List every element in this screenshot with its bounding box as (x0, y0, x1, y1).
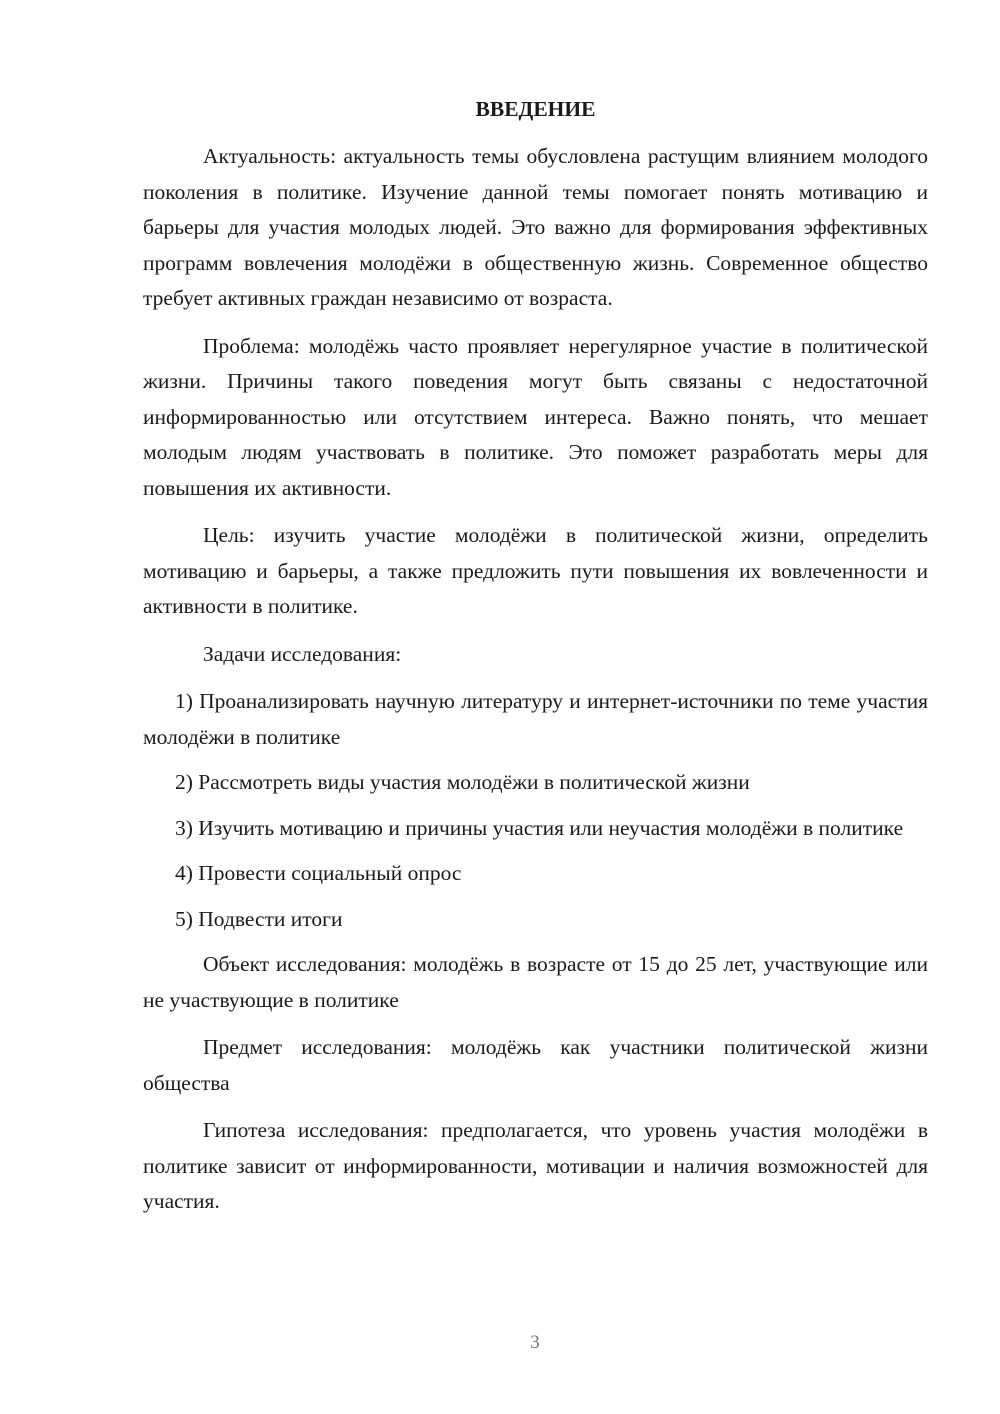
problem-paragraph: Проблема: молодёжь часто проявляет нерегулярное участие в политической жизни. Причины такого поведения могут быть связаны с недостаточной информированностью или отсутствием интереса. Важно понять, что мешает молодым людям участвовать в политике. Это поможет разработать меры для повышения их активности. (143, 333, 928, 500)
tasks-list (143, 684, 928, 937)
task-item-4: 4) Провести социальный опрос (175, 861, 462, 885)
subject-paragraph: Предмет исследования: молодёжь как участники политической жизни общества (143, 1035, 928, 1095)
page-number: 3 (530, 1332, 540, 1353)
task-item-2: 2) Рассмотреть виды участия молодёжи в политической жизни (175, 770, 750, 794)
task-item-5: 5) Подвести итоги (175, 906, 343, 931)
task-item-1: 1) Проанализировать научную литературу и интернет-источники по теме участия молодёжи в политике (143, 689, 928, 749)
tasks-heading: Задачи исследования: (203, 641, 402, 666)
section-heading: ВВЕДЕНИЕ (475, 97, 596, 121)
goal-paragraph: Цель: изучить участие молодёжи в политической жизни, определить мотивацию и барьеры, а также предложить пути повышения их вовлеченности и активности в политике. (143, 523, 928, 618)
task-item-3: 3) Изучить мотивацию и причины участия или неучастия молодёжи в политике (175, 815, 904, 840)
object-paragraph: Объект исследования: молодёжь в возрасте от 15 до 25 лет, участвующие или не участвующие в политике (143, 952, 928, 1012)
hypothesis-paragraph: Гипотеза исследования: предполагается, что уровень участия молодёжи в политике зависит от информированности, мотивации и наличия возможностей для участия. (143, 1118, 928, 1213)
document-page (143, 92, 928, 1232)
relevance-paragraph: Актуальность: актуальность темы обусловлена растущим влиянием молодого поколения в политике. Изучение данной темы помогает понять мотивацию и барьеры для участия молодых людей. Это важно для формирования эффективных программ вовлечения молодёжи в общественную жизнь. Современное общество требует активных граждан независимо от возраста. (143, 144, 928, 310)
